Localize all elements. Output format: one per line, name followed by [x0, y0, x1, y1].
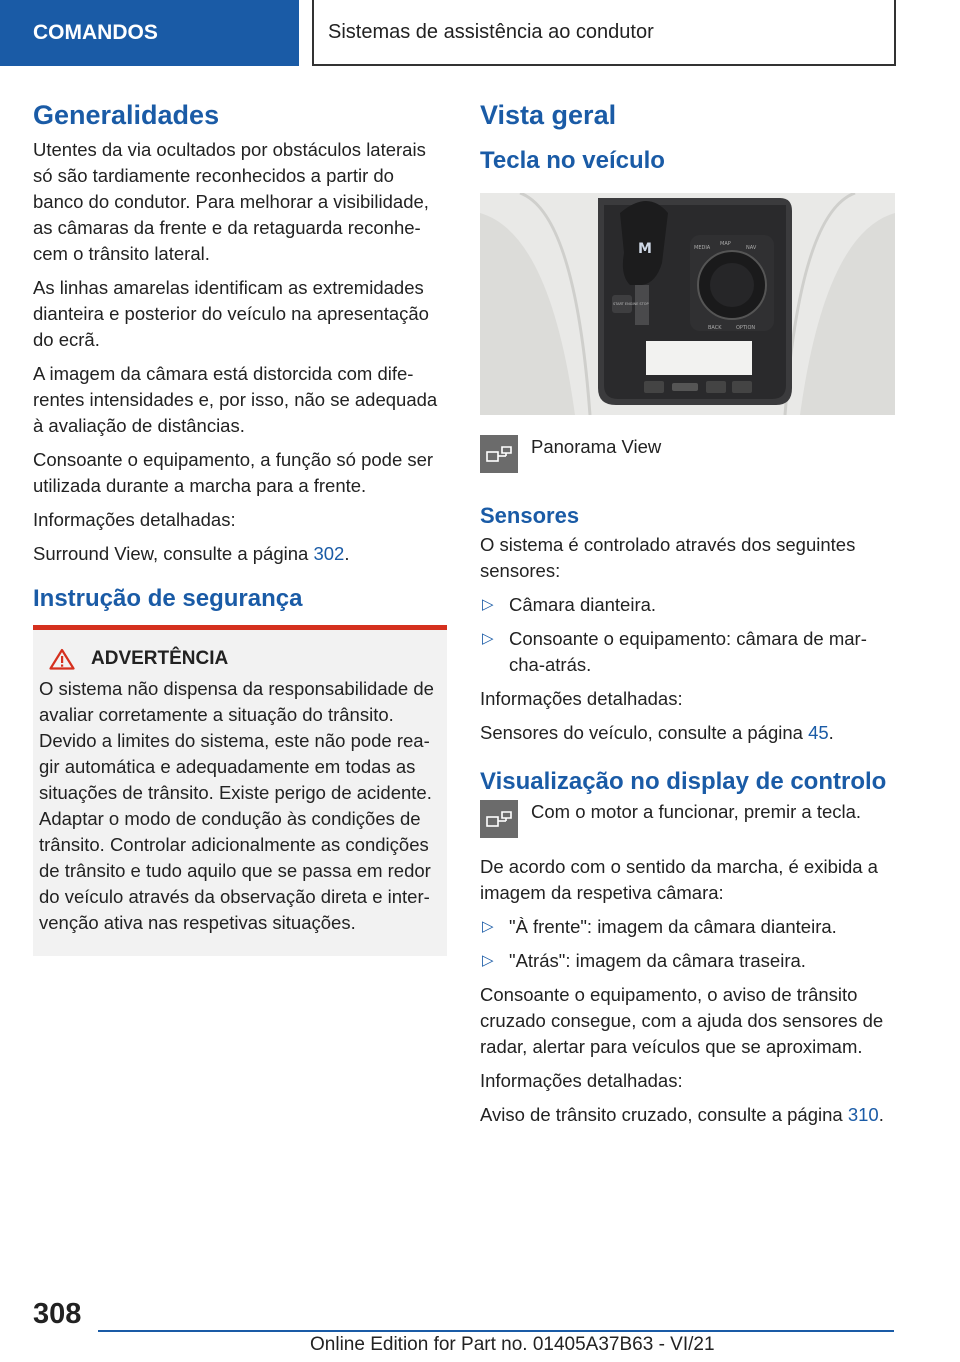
- photo-label-option: OPTION: [736, 324, 756, 331]
- panorama-view-icon[interactable]: [480, 435, 518, 473]
- right-column: [480, 100, 895, 1136]
- paragraph-sensors-ref: Sensores do veículo, consulte a página 45.: [480, 721, 834, 743]
- bullet-triangle-icon: ▷: [482, 917, 494, 935]
- page-link-302[interactable]: 302: [313, 543, 345, 565]
- heading-display: Visualização no display de controlo: [480, 767, 887, 795]
- console-photo: [480, 193, 895, 415]
- photo-label-map: MAP: [720, 240, 731, 247]
- footer-rule: [98, 1330, 894, 1332]
- heading-tecla: Tecla no veículo: [480, 147, 665, 175]
- bullet-triangle-icon: ▷: [482, 595, 494, 613]
- panorama-view-key: [480, 435, 895, 473]
- photo-label-media: MEDIA: [694, 244, 711, 251]
- paragraph-details: Informações detalhadas:: [33, 509, 236, 531]
- paragraph-sensors-intro: O sistema é controlado através dos seguintes sensores:: [480, 533, 856, 581]
- paragraph-details-cross: Informações detalhadas:: [480, 1069, 683, 1091]
- edition-note: Online Edition for Part no. 01405A37B63 - VI/21: [310, 1334, 715, 1355]
- warning-title: ADVERTÊNCIA: [91, 647, 229, 669]
- warning-triangle-icon: [49, 648, 75, 670]
- gear-selector-logo: M: [638, 240, 652, 257]
- panorama-view-label: Panorama View: [531, 435, 662, 457]
- paragraph-cross-traffic: Consoante o equipamento, o aviso de trânsito cruzado consegue, com a ajuda dos sensores de radar, alertar para veículos que se aproximam.: [480, 983, 884, 1057]
- direction-list: [480, 914, 895, 974]
- sensor-list: [480, 592, 895, 678]
- paragraph-lines: As linhas amarelas identificam as extremidades dianteira e posterior do veículo na apresentação do ecrã.: [33, 277, 429, 351]
- paragraph-details-sensors: Informações detalhadas:: [480, 687, 683, 709]
- paragraph-distortion: A imagem da câmara está distorcida com dife-rentes intensidades e, por isso, não se adequada à avaliação de distâncias.: [33, 363, 438, 437]
- list-item: ▷ "Atrás": imagem da câmara traseira.: [480, 948, 895, 974]
- photo-label-start-stop: START ENGINE STOP: [613, 301, 649, 306]
- heading-sensores: Sensores: [480, 502, 580, 528]
- paragraph-surround-ref: Surround View, consulte a página 302.: [33, 543, 350, 565]
- page-header: [0, 0, 960, 66]
- paragraph-equipment: Consoante o equipamento, a função só pode ser utilizada durante a marcha para a frente.: [33, 449, 434, 497]
- photo-label-back: BACK: [708, 324, 722, 331]
- page-link-45[interactable]: 45: [808, 721, 829, 743]
- left-column: [33, 100, 447, 956]
- bullet-triangle-icon: ▷: [482, 629, 494, 647]
- display-step-text: Com o motor a funcionar, premir a tecla.: [531, 800, 862, 822]
- heading-vista-geral: Vista geral: [480, 100, 617, 130]
- paragraph-direction-intro: De acordo com o sentido da marcha, é exibida a imagem da respetiva câmara:: [480, 855, 878, 903]
- warning-header: [49, 648, 439, 670]
- section-tab: COMANDOS: [0, 0, 299, 66]
- warning-box: [33, 630, 447, 956]
- list-item: ▷ Consoante o equipamento: câmara de mar-cha-atrás.: [482, 627, 867, 675]
- page-link-310[interactable]: 310: [847, 1103, 879, 1125]
- heading-safety: Instrução de segurança: [33, 585, 303, 613]
- paragraph-cross-ref: Aviso de trânsito cruzado, consulte a página 310.: [480, 1103, 884, 1125]
- heading-generalidades: Generalidades: [33, 100, 220, 130]
- warning-text: O sistema não dispensa da responsabilidade de avaliar corretamente a situação do trânsito. Devido a limites do sistema, este não pode rea-gir automática e adequadamente em todas as situações de trânsito. Existe perigo de acidente. Adaptar o modo de condução às condições de trânsito. Controlar adicionalmente as condições de trânsito e tudo aquilo que se passa em redor do veículo através da observação direta e inter-venção ativa nas respetivas situações.: [39, 677, 434, 933]
- display-step: [480, 800, 895, 838]
- panorama-view-icon[interactable]: [480, 800, 518, 838]
- chapter-title: Sistemas de assistência ao condutor: [312, 0, 896, 66]
- page-number: 308: [33, 1298, 82, 1330]
- photo-label-nav: NAV: [746, 244, 757, 251]
- bullet-triangle-icon: ▷: [482, 951, 494, 969]
- list-item: ▷ Câmara dianteira.: [480, 592, 895, 618]
- paragraph-intro: Utentes da via ocultados por obstáculos laterais só são tardiamente reconhecidos a partir do banco do condutor. Para melhorar a visibilidade, as câmaras da frente e da retaguarda reconhe-cem o trânsito lateral.: [33, 139, 429, 265]
- list-item: ▷ "À frente": imagem da câmara dianteira.: [480, 914, 895, 940]
